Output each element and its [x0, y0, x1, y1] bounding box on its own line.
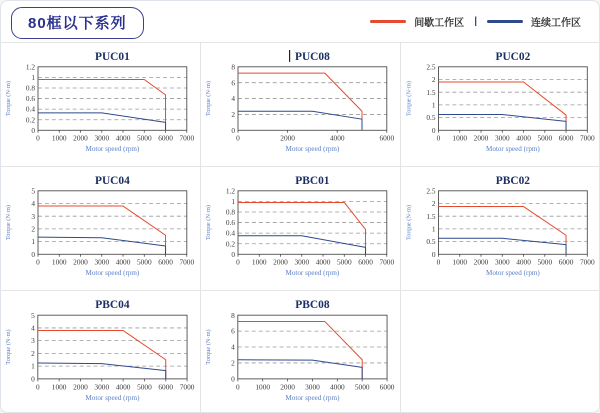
svg-text:1.2: 1.2 — [25, 62, 36, 72]
x-axis-label: Motor speed (rpm) — [285, 269, 340, 278]
continuous-zone-curve — [439, 238, 567, 254]
continuous-line-swatch — [487, 20, 523, 23]
x-axis-label: Motor speed (rpm) — [485, 145, 540, 154]
svg-text:2000: 2000 — [280, 382, 295, 392]
chart-title: PBC02 — [495, 174, 530, 187]
svg-text:2000: 2000 — [273, 257, 288, 267]
svg-text:4000: 4000 — [516, 257, 531, 267]
y-axis-label: Torque (N·m) — [5, 80, 13, 117]
svg-text:1.5: 1.5 — [426, 211, 436, 221]
svg-text:0.2: 0.2 — [225, 239, 236, 249]
intermittent-zone-curve — [238, 322, 362, 379]
svg-text:1000: 1000 — [51, 257, 67, 267]
x-axis-label: Motor speed (rpm) — [285, 145, 340, 154]
chart-pbc01 — [201, 167, 400, 290]
svg-text:5000: 5000 — [354, 382, 370, 392]
empty-cell — [401, 291, 600, 413]
svg-text:0.6: 0.6 — [225, 218, 236, 228]
intermittent-zone-curve — [439, 82, 567, 130]
svg-text:1000: 1000 — [51, 382, 67, 392]
svg-text:0: 0 — [31, 249, 36, 259]
svg-text:3000: 3000 — [94, 133, 110, 143]
svg-text:0: 0 — [235, 382, 240, 392]
svg-text:6000: 6000 — [158, 133, 173, 143]
x-axis-label: Motor speed (rpm) — [85, 145, 140, 154]
chart-puc04 — [1, 167, 200, 290]
y-axis-label: Torque (N·m) — [205, 80, 213, 117]
svg-text:2: 2 — [31, 224, 36, 234]
continuous-zone-curve — [38, 237, 166, 254]
svg-text:3000: 3000 — [94, 382, 110, 392]
svg-text:5: 5 — [31, 310, 35, 320]
svg-text:6000: 6000 — [158, 257, 173, 267]
svg-text:2: 2 — [231, 109, 236, 119]
svg-text:0.2: 0.2 — [25, 115, 36, 125]
svg-text:0: 0 — [431, 249, 436, 259]
svg-text:2: 2 — [31, 348, 35, 358]
svg-text:0: 0 — [31, 374, 35, 384]
chart-pbc08 — [201, 291, 400, 413]
svg-text:3000: 3000 — [94, 257, 110, 267]
svg-text:1000: 1000 — [452, 257, 468, 267]
chart-puc01 — [1, 43, 200, 166]
intermittent-zone-curve — [439, 207, 567, 255]
svg-text:4000: 4000 — [115, 382, 131, 392]
svg-text:1000: 1000 — [51, 133, 67, 143]
svg-text:4: 4 — [31, 323, 35, 333]
legend — [370, 14, 581, 29]
svg-text:6: 6 — [231, 78, 236, 88]
chart-title: PUC02 — [495, 50, 531, 63]
intermittent-line-swatch — [370, 20, 406, 23]
continuous-zone-curve — [38, 363, 166, 379]
svg-text:1: 1 — [31, 361, 35, 371]
intermittent-zone-label: 间歇工作区 — [414, 18, 465, 29]
svg-text:0: 0 — [231, 374, 235, 384]
svg-text:7000: 7000 — [179, 257, 195, 267]
chart-title: PBC01 — [295, 174, 330, 187]
svg-text:2: 2 — [431, 199, 436, 209]
svg-text:3000: 3000 — [294, 257, 310, 267]
svg-text:4000: 4000 — [315, 257, 331, 267]
chart-pbc04 — [1, 291, 200, 413]
svg-text:2000: 2000 — [73, 133, 88, 143]
svg-text:5000: 5000 — [136, 133, 152, 143]
svg-text:4000: 4000 — [329, 133, 345, 143]
svg-text:5000: 5000 — [336, 257, 352, 267]
svg-text:1: 1 — [31, 72, 36, 82]
svg-text:0.5: 0.5 — [426, 237, 436, 247]
svg-text:7000: 7000 — [179, 382, 195, 392]
svg-text:6000: 6000 — [558, 257, 574, 267]
svg-text:0.4: 0.4 — [225, 228, 236, 238]
intermittent-zone-curve — [38, 330, 166, 378]
svg-text:3000: 3000 — [494, 133, 510, 143]
intermittent-zone-curve — [238, 73, 362, 130]
svg-text:4000: 4000 — [516, 133, 531, 143]
continuous-zone-label: 连续工作区 — [531, 18, 581, 29]
svg-text:0: 0 — [231, 125, 236, 135]
svg-text:8: 8 — [231, 62, 236, 72]
svg-text:4000: 4000 — [115, 133, 131, 143]
chart-title: PBC04 — [95, 299, 130, 312]
y-axis-label: Torque (N·m) — [405, 80, 413, 117]
svg-text:2000: 2000 — [73, 382, 88, 392]
svg-text:2000: 2000 — [473, 257, 489, 267]
svg-text:1000: 1000 — [251, 257, 267, 267]
svg-text:0: 0 — [436, 257, 441, 267]
y-axis-label: Torque (N·m) — [205, 204, 213, 241]
svg-text:6000: 6000 — [158, 382, 174, 392]
chart-cell-puc08 — [201, 43, 401, 167]
svg-text:6000: 6000 — [558, 133, 574, 143]
svg-text:1: 1 — [431, 224, 436, 234]
chart-title: PBC08 — [295, 299, 330, 312]
svg-text:5000: 5000 — [136, 257, 152, 267]
svg-text:7000: 7000 — [179, 133, 195, 143]
svg-text:0: 0 — [231, 249, 236, 259]
x-axis-label: Motor speed (rpm) — [85, 269, 140, 278]
svg-text:2000: 2000 — [473, 133, 489, 143]
x-axis-label: Motor speed (rpm) — [285, 393, 340, 402]
y-axis-label: Torque (N·m) — [5, 204, 13, 241]
svg-text:6000: 6000 — [358, 257, 373, 267]
svg-text:7000: 7000 — [379, 257, 395, 267]
chart-title: PUC04 — [94, 174, 130, 187]
svg-text:2: 2 — [431, 75, 436, 85]
svg-text:0.8: 0.8 — [225, 207, 236, 217]
svg-text:0.6: 0.6 — [25, 94, 36, 104]
svg-text:1.2: 1.2 — [225, 186, 236, 196]
intermittent-zone-curve — [38, 206, 166, 254]
continuous-zone-curve — [439, 115, 567, 131]
svg-text:0: 0 — [431, 125, 436, 135]
series-title-badge — [11, 7, 144, 39]
y-axis-label: Torque (N·m) — [4, 329, 12, 365]
x-axis-label: Motor speed (rpm) — [485, 269, 540, 278]
svg-text:5: 5 — [31, 186, 36, 196]
y-axis-label: Torque (N·m) — [405, 204, 413, 241]
chart-title: PUC08 — [294, 50, 330, 63]
chart-pbc02 — [401, 167, 600, 290]
chart-puc02 — [401, 43, 600, 166]
svg-text:7000: 7000 — [579, 133, 595, 143]
svg-text:5000: 5000 — [137, 382, 152, 392]
intermittent-zone-curve — [238, 202, 366, 254]
page-title: 80框以下系列 — [28, 15, 127, 32]
chart-cell-puc01 — [1, 43, 201, 167]
svg-text:2: 2 — [231, 358, 235, 368]
svg-text:3: 3 — [31, 336, 35, 346]
svg-text:0: 0 — [31, 125, 36, 135]
chart-cell-pbc08 — [201, 291, 401, 413]
svg-text:1000: 1000 — [255, 382, 271, 392]
svg-text:5000: 5000 — [537, 257, 553, 267]
svg-text:1: 1 — [431, 100, 436, 110]
svg-text:8: 8 — [231, 310, 235, 320]
chart-grid — [1, 42, 599, 413]
svg-text:4: 4 — [231, 342, 235, 352]
svg-text:1: 1 — [31, 237, 36, 247]
svg-text:1: 1 — [231, 196, 236, 206]
chart-cell-pbc01 — [201, 167, 401, 291]
chart-cell-puc02 — [401, 43, 600, 167]
y-axis-label: Torque (N·m) — [204, 329, 212, 365]
legend-separator: | — [474, 16, 477, 27]
svg-text:4: 4 — [31, 199, 36, 209]
svg-text:4000: 4000 — [115, 257, 131, 267]
svg-text:0: 0 — [436, 133, 441, 143]
svg-text:0: 0 — [236, 257, 240, 267]
svg-text:2000: 2000 — [73, 257, 88, 267]
svg-text:0.4: 0.4 — [25, 104, 36, 114]
chart-cell-pbc02 — [401, 167, 600, 291]
svg-text:2.5: 2.5 — [426, 186, 436, 196]
continuous-zone-curve — [38, 113, 166, 130]
svg-text:1000: 1000 — [452, 133, 468, 143]
svg-text:0: 0 — [35, 382, 40, 392]
svg-text:0: 0 — [36, 133, 40, 143]
svg-text:3000: 3000 — [305, 382, 320, 392]
svg-text:5000: 5000 — [537, 133, 553, 143]
svg-text:7000: 7000 — [579, 257, 595, 267]
svg-text:2.5: 2.5 — [426, 62, 436, 72]
x-axis-label: Motor speed (rpm) — [85, 393, 140, 402]
svg-text:0.5: 0.5 — [426, 113, 436, 123]
page-header — [1, 1, 599, 42]
svg-text:3: 3 — [31, 211, 36, 221]
chart-cell-pbc04 — [1, 291, 201, 413]
svg-text:2000: 2000 — [280, 133, 295, 143]
chart-title: PUC01 — [94, 50, 130, 63]
svg-text:4: 4 — [231, 94, 236, 104]
svg-text:4000: 4000 — [329, 382, 345, 392]
svg-text:0: 0 — [36, 257, 40, 267]
chart-puc08 — [201, 43, 400, 166]
svg-text:6000: 6000 — [379, 133, 395, 143]
svg-text:0.8: 0.8 — [25, 83, 36, 93]
intermittent-zone-curve — [38, 80, 166, 131]
chart-cell-puc04 — [1, 167, 201, 291]
svg-text:6000: 6000 — [379, 382, 395, 392]
svg-text:6: 6 — [231, 326, 235, 336]
svg-text:0: 0 — [236, 133, 240, 143]
svg-text:1.5: 1.5 — [426, 87, 436, 97]
svg-text:3000: 3000 — [494, 257, 510, 267]
continuous-zone-curve — [238, 236, 366, 255]
